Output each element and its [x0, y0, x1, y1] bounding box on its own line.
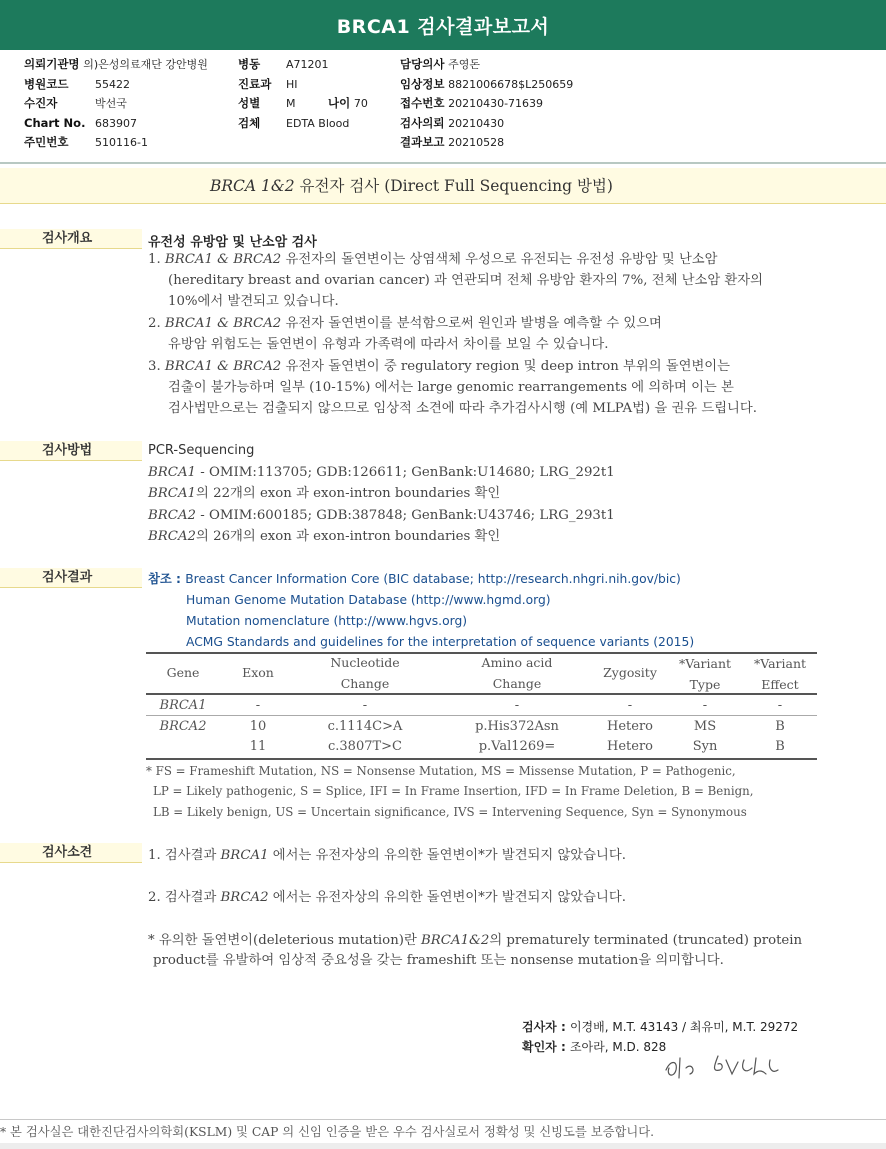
finding-note: * 유의한 돌연변이(deleterious mutation)란 BRCA1&2의 prematurely terminated (truncated) protein: [148, 933, 803, 948]
specimen-label: 검체: [238, 116, 261, 130]
table-row-rule: [146, 715, 817, 716]
overview-item-1-line3: 10%에서 발견되고 있습니다.: [168, 294, 339, 309]
table-cell: -: [514, 698, 520, 713]
table-cell: BRCA1: [159, 698, 207, 713]
overview-item-2: 2. BRCA1 & BRCA2 유전자 돌연변이를 분석함으로써 원인과 발병을 예측할 수 있으며: [148, 316, 662, 331]
table-cell: p.Val1269=: [478, 739, 556, 754]
ward-field: 병동: [238, 57, 261, 71]
col-header-aminoacid-2: Change: [492, 676, 542, 691]
table-cell: 11: [249, 739, 267, 754]
col-header-gene: Gene: [166, 665, 200, 680]
patient-label: 수진자: [24, 96, 58, 110]
method-label: 검사방법: [0, 441, 142, 461]
institution-field: 의뢰기관명 의)은성의료재단 강안병원: [24, 57, 208, 71]
finding-brca2: 2. 검사결과 BRCA2 에서는 유전자상의 유의한 돌연변이*가 발견되지 않았습니다.: [148, 890, 626, 905]
header-divider: [0, 162, 886, 164]
result-label: 검사결과: [0, 568, 142, 588]
method-brca1-ids: BRCA1 - OMIM:113705; GDB:126611; GenBank:U14680; LRG_292t1: [148, 465, 615, 480]
overview-item-3-line3: 검사법만으로는 검출되지 않으므로 임상적 소견에 따라 추가검사시행 (예 MLPA법) 을 권유 드립니다.: [168, 401, 757, 416]
ward-value: A71201: [286, 58, 329, 71]
col-header-variant-type-2: Type: [689, 677, 721, 692]
bottom-edge: [0, 1143, 886, 1149]
dept-value: HI: [286, 78, 298, 91]
footer-divider: [0, 1119, 886, 1120]
table-cell: B: [775, 739, 785, 754]
table-cell: c.1114C>A: [327, 719, 403, 734]
col-header-variant-effect-2: Effect: [761, 677, 799, 692]
footnote-line-1: * FS = Frameshift Mutation, NS = Nonsense Mutation, MS = Missense Mutation, P = Pathogenic,: [146, 764, 736, 778]
table-cell: -: [362, 698, 368, 713]
reference-bic: 참조 : Breast Cancer Information Core (BIC database; http://research.nhgri.nih.gov/bic): [148, 572, 681, 586]
reference-hgvs: Mutation nomenclature (http://www.hgvs.org): [186, 614, 468, 628]
table-cell: -: [255, 698, 261, 713]
reference-hgmd: Human Genome Mutation Database (http://www.hgmd.org): [186, 593, 551, 607]
receipt-field: 접수번호 20210430-71639: [400, 96, 544, 110]
col-header-nucleotide-2: Change: [340, 676, 390, 691]
doctor-field: 담당의사 주영돈: [400, 57, 480, 71]
test-name-banner: BRCA 1&2 유전자 검사 (Direct Full Sequencing 방법): [0, 168, 886, 204]
overview-item-1: 1. BRCA1 & BRCA2 유전자의 돌연변이는 상염색체 우성으로 유전되는 유전성 유방암 및 난소암: [148, 252, 718, 267]
col-header-aminoacid: Amino acid: [481, 655, 553, 670]
method-brca2-ids: BRCA2 - OMIM:600185; GDB:387848; GenBank:U43746; LRG_293t1: [148, 508, 615, 523]
table-cell: -: [627, 698, 633, 713]
table-cell: B: [775, 719, 785, 734]
chart-label: Chart No.: [24, 116, 86, 130]
request-field: 검사의뢰 20210430: [400, 116, 505, 130]
col-header-nucleotide: Nucleotide: [330, 655, 400, 670]
col-header-variant-effect: *Variant: [753, 656, 807, 671]
footnote-line-3: LB = Likely benign, US = Uncertain significance, IVS = Intervening Sequence, Syn = Synonymous: [153, 805, 747, 819]
hospcode-label: 병원코드: [24, 77, 69, 91]
accreditation-note: * 본 검사실은 대한진단검사의학회(KSLM) 및 CAP 의 신임 인증을 받은 우수 검사실로서 정확성 및 신빙도를 보증합니다.: [0, 1125, 655, 1139]
overview-item-1-line2: (hereditary breast and ovarian cancer) 과 연관되며 전체 유방암 환자의 7%, 전체 난소암 환자의: [168, 273, 763, 288]
col-header-zygosity: Zygosity: [603, 665, 657, 680]
resident-value: 510116-1: [95, 136, 148, 149]
table-cell: MS: [693, 719, 717, 734]
table-cell: -: [777, 698, 783, 713]
col-header-exon: Exon: [242, 665, 274, 680]
table-cell: BRCA2: [159, 719, 207, 734]
report-date-field: 결과보고 20210528: [400, 135, 505, 149]
col-header-variant-type: *Variant: [678, 656, 732, 671]
clinical-field: 임상정보 8821006678$L250659: [400, 77, 574, 91]
overview-item-3-line2: 검출이 불가능하며 일부 (10-15%) 에서는 large genomic rearrangements 에 의하며 이는 본: [168, 380, 734, 395]
table-cell: 10: [249, 719, 267, 734]
report-title: BRCA1 검사결과보고서: [0, 0, 886, 50]
sex-label: 성별: [238, 96, 261, 110]
age-field: 나이 70: [328, 96, 368, 110]
specimen-value: EDTA Blood: [286, 117, 350, 130]
method-brca1-exon: BRCA1의 22개의 exon 과 exon-intron boundaries 확인: [148, 486, 501, 501]
tester-field: 검사자 : 이경배, M.T. 43143 / 최유미, M.T. 29272: [522, 1020, 799, 1034]
hospcode-value: 55422: [95, 78, 130, 91]
reference-acmg: ACMG Standards and guidelines for the interpretation of sequence variants (2015): [186, 635, 695, 649]
method-brca2-exon: BRCA2의 26개의 exon 과 exon-intron boundaries 확인: [148, 529, 501, 544]
overview-heading: 유전성 유방암 및 난소암 검사: [148, 235, 317, 250]
table-cell: Hetero: [607, 719, 653, 734]
confirmer-field: 확인자 : 조아라, M.D. 828: [522, 1040, 667, 1054]
table-cell: Hetero: [607, 739, 653, 754]
table-header-rule: [146, 693, 817, 695]
resident-label: 주민번호: [24, 135, 69, 149]
handwritten-signature: [660, 1048, 790, 1084]
method-pcr: PCR-Sequencing: [148, 443, 255, 458]
overview-item-3: 3. BRCA1 & BRCA2 유전자 돌연변이 중 regulatory region 및 deep intron 부위의 돌연변이는: [148, 359, 730, 374]
table-cell: Syn: [692, 739, 718, 754]
findings-label: 검사소견: [0, 843, 142, 863]
finding-brca1: 1. 검사결과 BRCA1 에서는 유전자상의 유의한 돌연변이*가 발견되지 않았습니다.: [148, 848, 626, 863]
sex-value: M: [286, 97, 296, 110]
table-cell: c.3807T>C: [327, 739, 402, 754]
footnote-line-2: LP = Likely pathogenic, S = Splice, IFI = In Frame Insertion, IFD = In Frame Deletion, B = Benign,: [153, 784, 754, 798]
dept-label: 진료과: [238, 77, 272, 91]
finding-note-line2: product를 유발하여 임상적 중요성을 갖는 frameshift 또는 nonsense mutation을 의미합니다.: [153, 953, 724, 968]
table-cell: p.His372Asn: [475, 719, 559, 734]
overview-item-2-line2: 유방암 위험도는 돌연변이 유형과 가족력에 따라서 차이를 보일 수 있습니다.: [168, 337, 609, 352]
chart-value: 683907: [95, 117, 137, 130]
overview-label: 검사개요: [0, 229, 142, 249]
patient-value: 박선국: [95, 97, 127, 110]
table-cell: -: [702, 698, 708, 713]
